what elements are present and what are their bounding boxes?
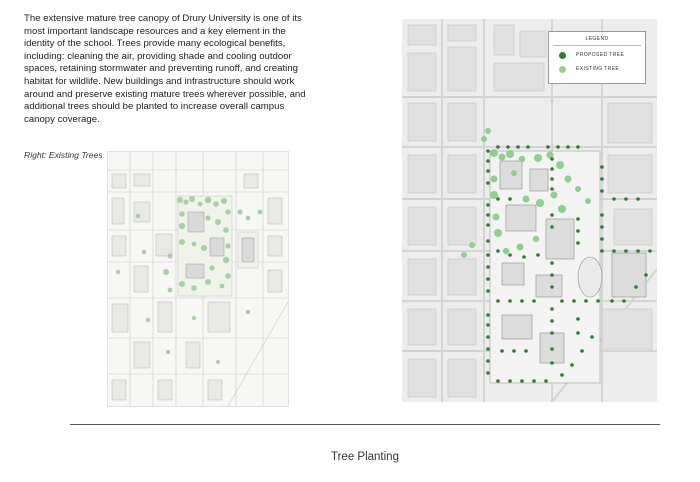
legend-item-existing — [559, 64, 619, 74]
legend-item-label: EXISTING TREE — [576, 66, 620, 72]
legend-title: LEGEND — [585, 36, 609, 42]
figure-caption: Right: Existing Trees — [24, 150, 103, 160]
legend-divider — [553, 45, 641, 46]
intro-paragraph: The extensive mature tree canopy of Drury University is one of its most important landscape resources and a key element in the identity of the school. Trees provide many ecological benefits, including: cleaning the air, providing shade and cooling outdoor spaces, retaining stormwater and preventing runoff, and creating habitat for wildlife. New buildings and infrastructure should work around and preserve existing mature trees wherever possible, and additional trees should be planted to increase overall campus canopy coverage. — [24, 13, 306, 125]
section-divider — [70, 424, 660, 425]
page-title: Tree Planting — [331, 451, 399, 463]
existing-trees-map — [107, 151, 289, 407]
legend-item-label: PROPOSED TREE — [576, 52, 625, 58]
map-legend — [548, 31, 646, 84]
existing-tree-swatch — [559, 66, 566, 73]
legend-item-proposed — [559, 50, 624, 60]
existing-trees-map-drawing — [108, 152, 288, 406]
proposed-tree-swatch — [559, 52, 566, 59]
